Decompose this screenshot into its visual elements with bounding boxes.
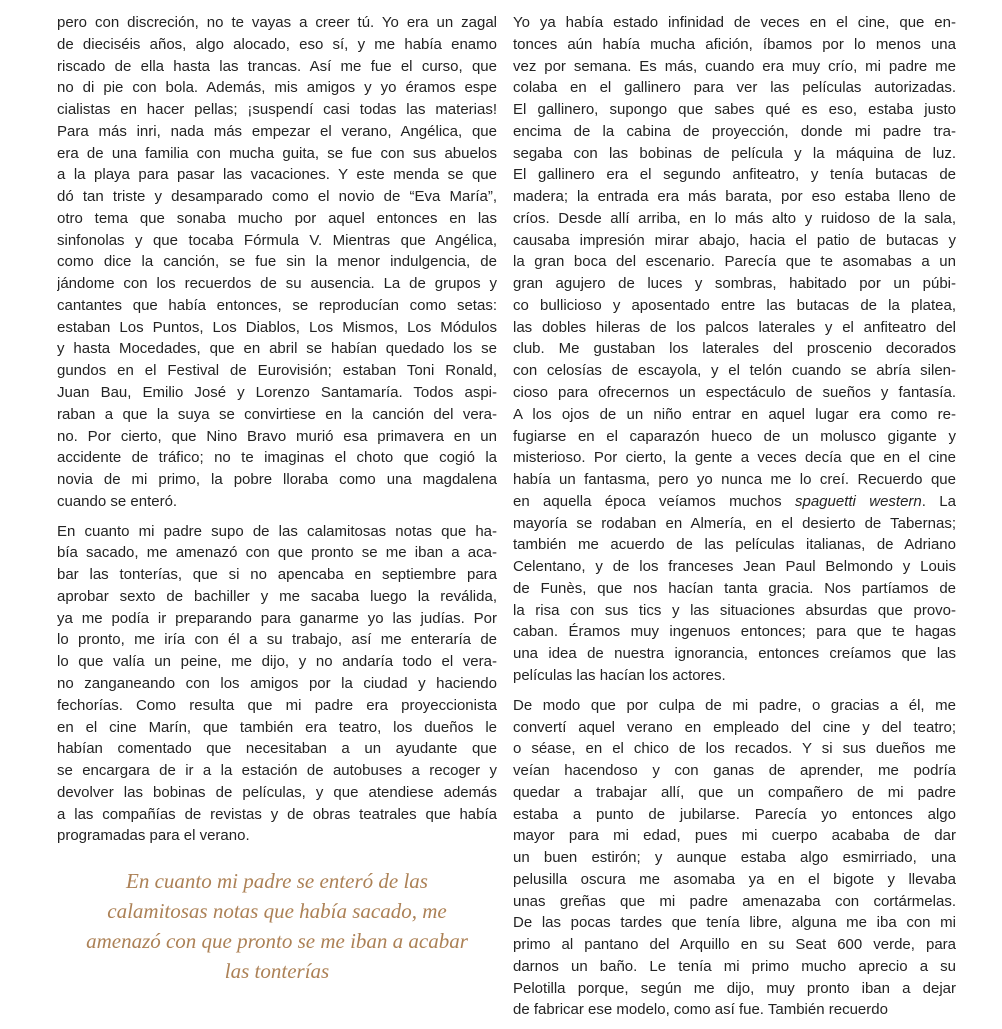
text-line: aprobar sexto de bachiller y me sacaba luego la reválida, (57, 587, 497, 605)
text-line: De modo que por culpa de mi padre, o gracias a él, me (513, 696, 956, 714)
text-line: pero con discreción, no te vayas a creer tú. Yo era un zagal (57, 14, 497, 31)
text-line: riscado de ella hasta las trancas. Así me fue el curso, que (57, 57, 497, 75)
text-line: gundos en el Festival de Eurovisión; estaban Toni Ronald, (57, 362, 497, 380)
text-line: calamitosas notas que había sacado, me (107, 899, 447, 924)
text-line: como dice la canción, se fue sin la menor indulgencia, de (57, 253, 497, 271)
text-line: mayoría se rodaban en Almería, en el desierto de Tabernas; (513, 514, 956, 532)
text-line: lo que valía un peine, me dijo, y no andaría todo el vera- (57, 653, 497, 671)
text-column-right (513, 12, 956, 1029)
text-line: amenazó con que pronto se me iban a acabar (86, 929, 468, 954)
text-line: Para más inri, nada más empezar el verano, Angélica, que (57, 122, 497, 140)
text-line: y hasta Mocedades, que en abril se habían quedado los se (57, 340, 497, 358)
text-line: las dobles hileras de los palcos laterales y el anfiteatro del (513, 318, 956, 336)
text-line: lo pronto, me iría con él a su trabajo, así me enteraría de (57, 631, 497, 649)
text-line: un buen estirón; y aunque estaba algo esmirriado, una (513, 849, 956, 867)
text-line: misterioso. Por cierto, la gente a veces decía que en el cine (513, 449, 956, 467)
text-line: madera; la entrada era más barata, por eso estaba lleno de (513, 188, 956, 206)
body-paragraph (513, 12, 956, 687)
text-line: mayor para mi edad, pues mi cuerpo acababa de dar (513, 827, 956, 845)
text-line: El gallinero era el segundo anfiteatro, y tenía butacas de (513, 166, 956, 184)
text-line: convertí aquel verano en empleado del cine y del teatro; (513, 718, 956, 736)
italic-phrase: spaguetti western (794, 492, 922, 510)
text-line: bía sacado, me amenazó con que pronto se me iban a aca- (57, 544, 497, 562)
text-line: raban a que la suya se convirtiese en la canción del vera- (57, 405, 497, 423)
text-line: fugiarse en el caparazón hueco de un molusco gigante y (513, 427, 956, 445)
text-line: segaba con las bobinas de película y la máquina de luz. (513, 144, 956, 162)
text-line: de Funès, que nos hacían tanta gracia. Nos partíamos de (513, 579, 956, 597)
text-line: también me acuerdo de las películas italianas, de Adriano (513, 536, 956, 554)
text-line: accidente de tráfico; no te imaginas el choto que cogió la (57, 449, 497, 467)
text-line: cialistas en hacer pellas; ¡suspendí casi todas las materias! (57, 101, 497, 119)
text-line: en aquella época veíamos muchos spaguetti western. La (513, 492, 956, 510)
text-line: en el cine Marín, que también era teatro, los dueños le (57, 718, 497, 736)
text-line: unas greñas que mi padre amenazaba con cortármelas. (513, 892, 956, 910)
body-paragraph (513, 695, 956, 1021)
text-line: sinfonolas y que tocaba Fórmula V. Mientras que Angélica, (57, 231, 497, 249)
text-line: la risa con sus tics y las situaciones absurdas que provo- (513, 601, 956, 619)
text-line: quedar a trabajar allí, que un compañero de mi padre (513, 783, 956, 801)
text-line: estaba a punto de jubilarse. Parecía yo entonces algo (513, 805, 956, 823)
text-line: caban. Éramos muy ingenuos entonces; para que te hagas (513, 623, 956, 641)
text-line: cantantes que había entonces, se reproducían como setas: (57, 296, 497, 314)
text-line: críos. Desde allí arriba, en lo más alto y ruidoso de la sala, (513, 209, 956, 227)
text-line: habían comentado que necesitaban a un ayudante que (57, 740, 497, 758)
text-line: películas las hacían los actores. (513, 666, 726, 684)
text-column-left (57, 12, 497, 994)
text-line: otro tema que sonaba mucho por aquel entonces en las (57, 209, 497, 227)
text-line: dó tan triste y desamparado como el novio de “Eva María”, (57, 188, 497, 206)
text-line: Yo ya había estado infinidad de veces en el cine, que en- (513, 14, 956, 31)
text-line: no. Por cierto, que Nino Bravo murió esa primavera en un (57, 427, 497, 445)
text-line: darnos un baño. Le tenía mi primo mucho aprecio a su (513, 957, 956, 975)
text-line: primo al pantano del Arquillo en su Seat 600 verde, para (513, 936, 956, 954)
text-line: tonces aún había mucha afición, íbamos por lo menos una (513, 35, 956, 53)
text-line: co bullicioso y aposentado entre las butacas de la platea, (513, 296, 956, 314)
text-line: El gallinero, supongo que sabes qué es eso, estaba justo (513, 101, 956, 119)
text-line: veían hacendoso y con ganas de aprender, me podría (513, 762, 956, 780)
body-paragraph (57, 521, 497, 847)
text-line: a la playa para pasar las vacaciones. Y este menda se que (57, 166, 497, 184)
text-line: colaba en el gallinero para ver las películas autorizadas. (513, 79, 956, 97)
text-line: A los ojos de un niño entrar en aquel lugar era como re- (513, 405, 956, 423)
text-line: de fabricar ese modelo, como así fue. También recuerdo (513, 1001, 888, 1019)
text-line: o séase, en el chico de los recados. Y si sus dueños me (513, 740, 956, 758)
text-line: era de una familia con mucha guita, se fue con sus abuelos (57, 144, 497, 162)
text-line: fechorías. Como resulta que mi padre era proyeccionista (57, 696, 497, 714)
text-line: En cuanto mi padre supo de las calamitosas notas que ha- (57, 522, 497, 540)
text-line: jándome con los recuerdos de su ausencia. La de grupos y (57, 275, 497, 293)
text-line: De las pocas tardes que tenía libre, alguna me iba con mi (513, 914, 956, 932)
text-line: programadas para el verano. (57, 827, 250, 845)
text-line: se encargara de ir a la estación de autobuses a recoger y (57, 762, 497, 780)
text-line: Celentano, y de los franceses Jean Paul Belmondo y Louis (513, 558, 956, 576)
text-line: pelusilla oscura me asomaba ya en el bigote y llevaba (513, 870, 956, 888)
text-line: gran agujero de luces y sombras, habitado por un púbi- (513, 275, 956, 293)
text-line: la gran boca del escenario. Parecía que te asomabas a un (513, 253, 956, 271)
text-line: causaba impresión mirar abajo, hacia el patio de butacas y (513, 231, 956, 249)
text-line: de dieciséis años, algo alocado, eso sí, y me había enamo (57, 35, 497, 53)
text-line: a las compañías de revistas y de obras teatrales que había (57, 805, 497, 823)
text-line: devolver las bobinas de películas, y que atendiese además (57, 783, 497, 801)
text-line: vez por semana. Es más, cuando era muy crío, mi padre me (513, 57, 956, 75)
text-line: no zanganeando con los amigos por la ciudad y haciendo (57, 674, 497, 692)
text-line: estaban Los Puntos, Los Diablos, Los Mismos, Los Módulos (57, 318, 497, 336)
text-line: con celosías de escayola, y el telón cuando se abría silen- (513, 362, 956, 380)
text-line: cuando se enteró. (57, 492, 178, 510)
text-line: había un fantasma, pero yo nunca me lo creí. Recuerdo que (513, 471, 956, 489)
text-line: encima de la cabina de proyección, donde mi padre tra- (513, 122, 956, 140)
text-line: una idea de nuestra ignorancia, entonces creíamos que las (513, 645, 956, 663)
text-line: bar las tonterías, que si no apencaba en septiembre para (57, 566, 497, 584)
body-paragraph (57, 12, 497, 513)
text-line: Pelotilla porque, según me dijo, muy pronto iban a dejar (513, 979, 956, 997)
pull-quote (57, 866, 497, 986)
text-line: club. Me gustaban los laterales del proscenio decorados (513, 340, 956, 358)
text-line: novia de mi primo, la pobre lloraba como una magdalena (57, 471, 497, 489)
text-line: ya me podía ir preparando para ganarme yo las judías. Por (57, 609, 497, 627)
text-line: las tonterías (224, 959, 330, 984)
text-line: no di pie con bola. Además, mis amigos y yo éramos espe (57, 79, 497, 97)
text-line: cioso para ofrecernos un espectáculo de sueños y fantasía. (513, 384, 956, 402)
text-line: En cuanto mi padre se enteró de las (126, 869, 428, 894)
text-line: Juan Bau, Emilio José y Lorenzo Santamaría. Todos aspi- (57, 384, 497, 402)
